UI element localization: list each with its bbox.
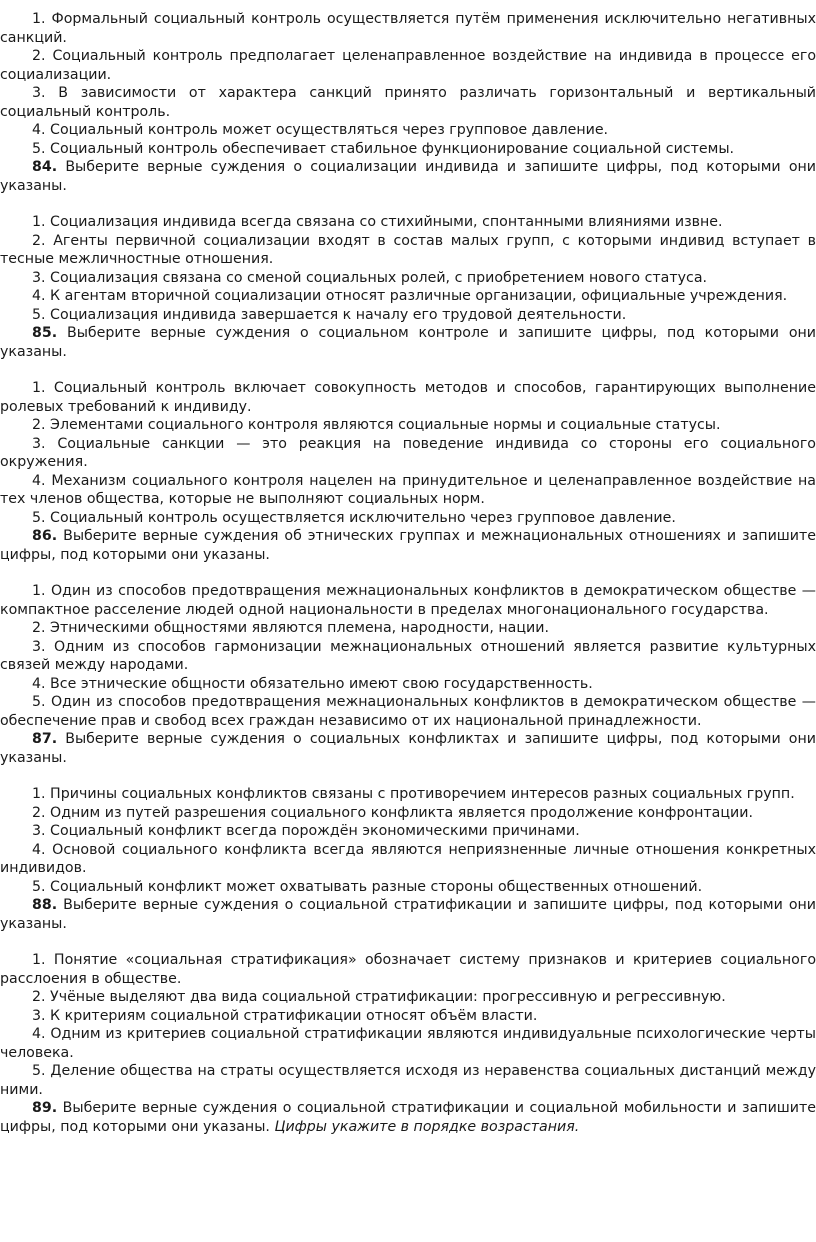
list-item: 2. Агенты первичной социализации входят в состав малых групп, с которыми индивид вступает в тесные межличностные отношения.	[0, 232, 816, 267]
list-item: 3. В зависимости от характера санкций принято различать горизонтальный и вертикальный социальный контроль.	[0, 85, 816, 120]
list-item: 5. Социализация индивида завершается к началу его трудовой деятельности.	[32, 306, 627, 323]
list-item: 3. Одним из способов гармонизации межнациональных отношений является развитие культурных связей между народами.	[0, 638, 816, 673]
question-89	[0, 1099, 816, 1136]
list-item: 5. Социальный контроль обеспечивает стабильное функционирование социальной системы.	[32, 140, 735, 157]
question-text: Выберите верные суждения о социальных конфликтах и запишите цифры, под которыми они указаны.	[0, 731, 816, 766]
list-item: 1. Социализация индивида всегда связана со стихийными, спонтанными влияниями извне.	[32, 214, 723, 230]
question-86	[0, 527, 816, 730]
list-item: 4. Одним из критериев социальной стратификации являются индивидуальные психологические черты человека.	[0, 1026, 816, 1061]
list-item: 5. Социальный контроль осуществляется исключительно через групповое давление.	[32, 509, 676, 526]
list-item: 3. Социальный конфликт всегда порождён экономическими причинами.	[32, 823, 580, 839]
spacer	[0, 564, 816, 582]
list-item: 1. Понятие «социальная стратификация» обозначает систему признаков и критериев социального расслоения в обществе.	[0, 952, 816, 987]
question-prompt	[0, 730, 816, 767]
list-item: 3. К критериям социальной стратификации относят объём власти.	[32, 1007, 538, 1024]
list-item: 5. Социальный конфликт может охватывать разные стороны общественных отношений.	[32, 878, 703, 895]
question-prompt	[0, 158, 816, 195]
list-item: 1. Формальный социальный контроль осуществляется путём применения исключительно негативных санкций.	[0, 11, 816, 46]
list-item: 1. Социальный контроль включает совокупность методов и способов, гарантирующих выполнение ролевых требований к индивиду.	[0, 380, 816, 415]
list-item: 3. Социализация связана со сменой социальных ролей, с приобретением нового статуса.	[32, 269, 708, 286]
list-item: 1. Причины социальных конфликтов связаны с противоречием интересов разных социальных групп.	[32, 786, 795, 802]
list-item: 4. Основой социального конфликта всегда являются неприязненные личные отношения конкретных индивидов.	[0, 841, 816, 876]
question-prompt	[0, 324, 816, 361]
question-prompt	[0, 527, 816, 564]
list-item: 4. К агентам вторичной социализации относят различные организации, официальные учреждения.	[32, 288, 788, 304]
list-item: 2. Элементами социального контроля являются социальные нормы и социальные статусы.	[32, 417, 721, 433]
list-item: 2. Этническими общностями являются племена, народности, нации.	[32, 620, 549, 636]
spacer	[0, 195, 816, 213]
list-item: 2. Одним из путей разрешения социального конфликта является продолжение конфронтации.	[32, 804, 753, 821]
list-item: 4. Все этнические общности обязательно имеют свою государственность.	[32, 675, 593, 692]
question-text: Выберите верные суждения о социальной стратификации и социальной мобильности и запишите цифры, под которыми они указаны.	[0, 1100, 816, 1135]
list-item: 4. Механизм социального контроля нацелен на принудительное и целенаправленное воздействие на тех членов общества, которые не выполняют социальных норм.	[0, 472, 816, 507]
spacer	[0, 767, 816, 785]
list-item: 5. Деление общества на страты осуществляется исходя из неравенства социальных дистанций между ними.	[0, 1063, 816, 1098]
question-88	[0, 896, 816, 1099]
list-item: 2. Учёные выделяют два вида социальной стратификации: прогрессивную и регрессивную.	[32, 989, 726, 1005]
spacer	[0, 933, 816, 951]
question-text: Выберите верные суждения о социализации индивида и запишите цифры, под которыми они указаны.	[0, 159, 816, 194]
question-number: 84.	[32, 159, 58, 175]
list-item: 5. Один из способов предотвращения межнациональных конфликтов в демократическом обществе — обеспечение прав и свобод всех граждан независимо от их национальной принадлежности.	[0, 694, 816, 729]
top-items	[0, 10, 816, 158]
list-item: 2. Социальный контроль предполагает целенаправленное воздействие на индивида в процессе его социализации.	[0, 48, 816, 83]
question-number: 85.	[32, 325, 58, 341]
question-text: Выберите верные суждения об этнических группах и межнациональных отношениях и запишите цифры, под которыми они указаны.	[0, 528, 816, 563]
question-87	[0, 730, 816, 896]
question-84	[0, 158, 816, 324]
question-number: 88.	[32, 897, 58, 913]
question-text: Выберите верные суждения о социальном контроле и запишите цифры, под которыми они указаны.	[0, 325, 816, 360]
list-item: 3. Социальные санкции — это реакция на поведение индивида со стороны его социального окружения.	[0, 435, 816, 470]
list-item: 4. Социальный контроль может осуществляться через групповое давление.	[32, 122, 609, 138]
question-text: Выберите верные суждения о социальной стратификации и запишите цифры, под которыми они указаны.	[0, 897, 816, 932]
list-item: 1. Один из способов предотвращения межнациональных конфликтов в демократическом обществе — компактное расселение людей одной национальности в пределах многонационального государства.	[0, 583, 816, 618]
question-prompt	[0, 896, 816, 933]
question-number: 86.	[32, 528, 58, 544]
question-number: 87.	[32, 731, 58, 747]
spacer	[0, 361, 816, 379]
question-85	[0, 324, 816, 527]
question-instruction: Цифры укажите в порядке возрастания.	[274, 1118, 580, 1135]
question-number: 89.	[32, 1100, 58, 1116]
question-prompt	[0, 1099, 816, 1136]
